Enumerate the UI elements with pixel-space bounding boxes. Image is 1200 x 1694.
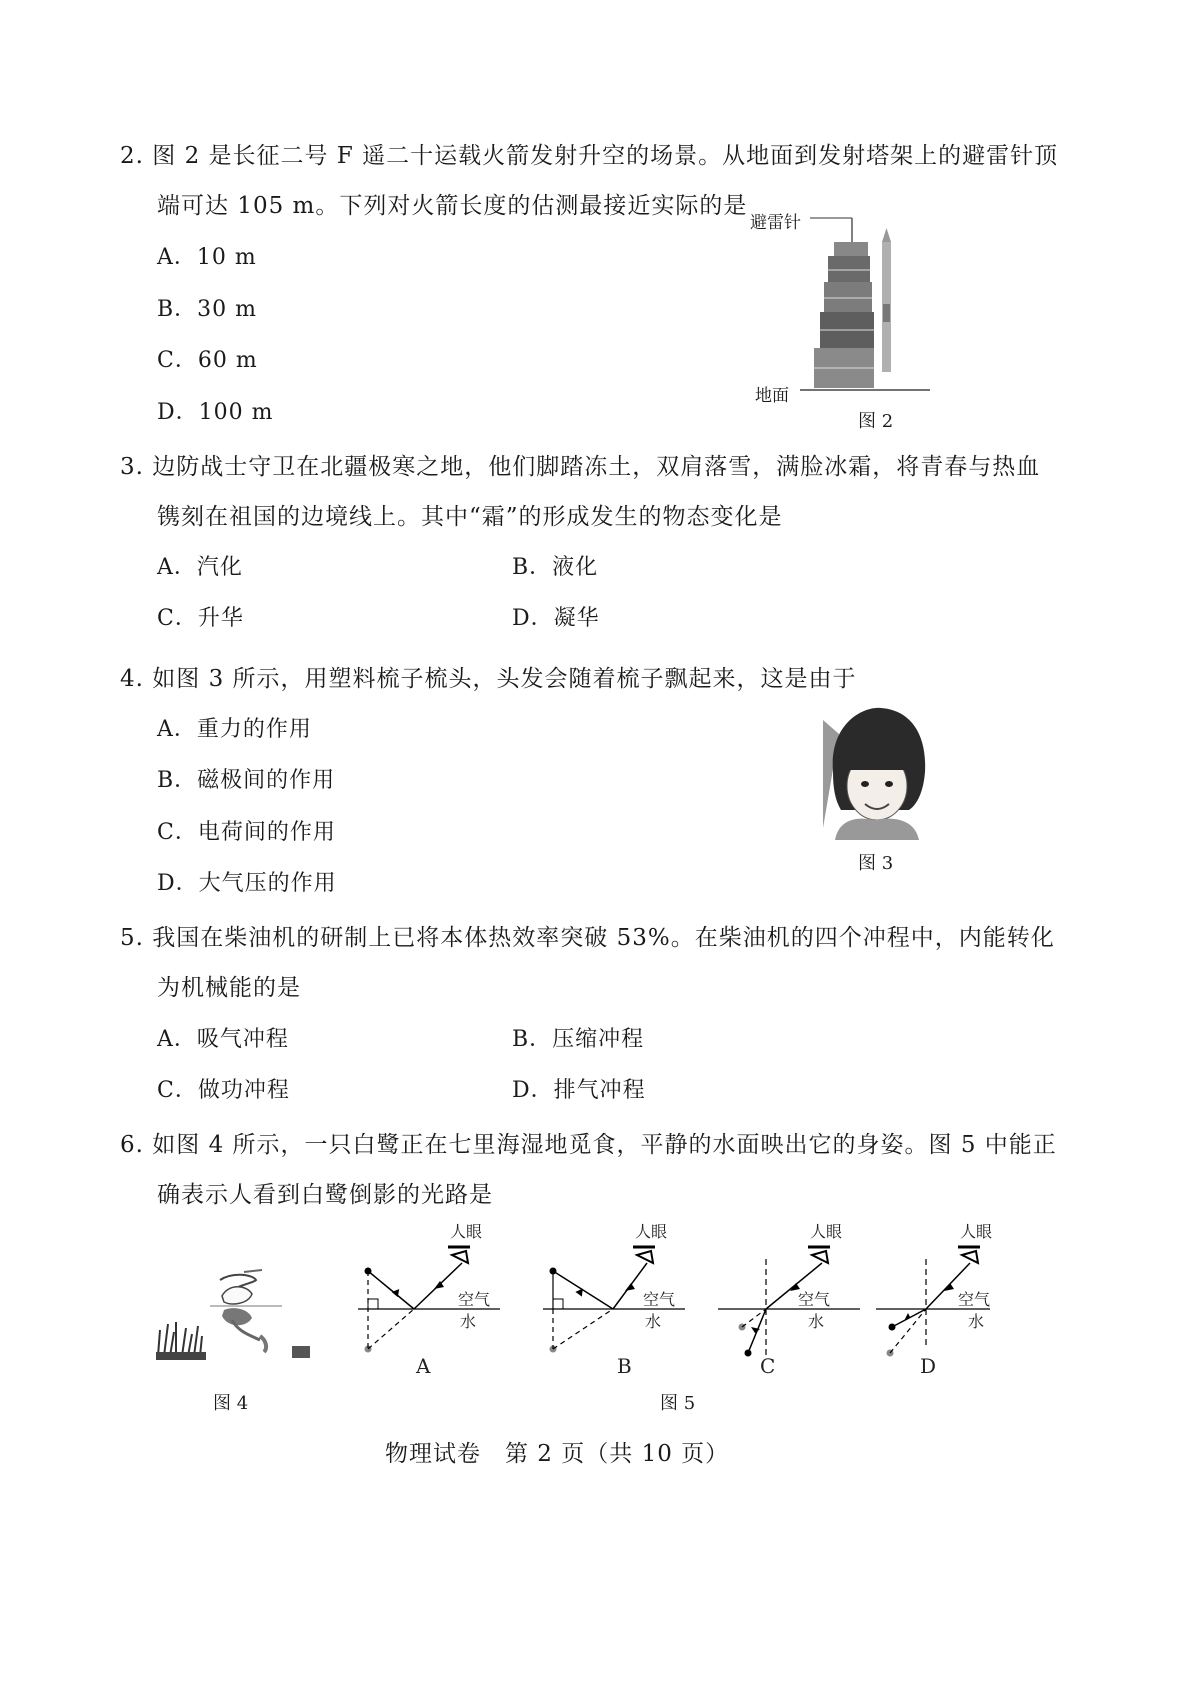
diagram-a [350, 1215, 510, 1395]
diagram-b-incident-ray [553, 1271, 613, 1309]
q2-line1: 2. 图 2 是长征二号 F 遥二十运载火箭发射升空的场景。从地面到发射塔架上的避雷针顶 [120, 143, 1059, 169]
q4-line1: 4. 如图 3 所示，用塑料梳子梳头，头发会随着梳子飘起来，这是由于 [120, 666, 857, 692]
q4-option-d: D．大气压的作用 [157, 871, 337, 896]
diagram-b-eye-icon [637, 1251, 653, 1263]
diagram-d-letter: D [920, 1354, 937, 1378]
diagram-d-air-label: 空气 [958, 1290, 991, 1309]
diagram-a-eye-label: 人眼 [450, 1222, 483, 1241]
diagram-c-air-label: 空气 [798, 1290, 831, 1309]
q5-line1: 5. 我国在柴油机的研制上已将本体热效率突破 53%。在柴油机的四个冲程中，内能转化 [120, 925, 1055, 951]
q2-option-d: D．100 m [157, 400, 274, 425]
diagram-b-water-label: 水 [645, 1312, 662, 1331]
q2-line2: 端可达 105 m。下列对火箭长度的估测最接近实际的是 [157, 193, 748, 219]
diagram-c-water-label: 水 [808, 1312, 825, 1331]
q4-option-a: A．重力的作用 [157, 717, 312, 742]
q2-option-b: B．30 m [157, 297, 258, 322]
diagram-c [710, 1215, 870, 1395]
diagram-a-incident-ray [368, 1271, 414, 1309]
diagram-b-virtual-ray [553, 1309, 613, 1349]
diagram-b-air-label: 空气 [643, 1290, 676, 1309]
q5-option-a: A．吸气冲程 [157, 1027, 289, 1052]
diagram-d-ray-water [892, 1309, 926, 1327]
q5-option-c: C．做功冲程 [157, 1078, 290, 1103]
diagram-c-letter: C [760, 1354, 776, 1378]
q3-option-c: C．升华 [157, 606, 244, 631]
fig2-caption: 图 2 [858, 411, 894, 432]
fig2-top-label: 避雷针 [750, 213, 801, 233]
q4-option-b: B．磁极间的作用 [157, 768, 336, 793]
egret-illustration [152, 1262, 314, 1362]
diagram-c-eye-label: 人眼 [810, 1222, 843, 1241]
diagram-a-virtual-ray [368, 1309, 414, 1349]
diagram-d [870, 1215, 1030, 1395]
q5-option-d: D．排气冲程 [512, 1078, 646, 1103]
diagram-d-eye-label: 人眼 [960, 1222, 993, 1241]
diagram-b-eye-label: 人眼 [635, 1222, 668, 1241]
diagram-a-air-label: 空气 [458, 1290, 491, 1309]
q3-option-d: D．凝华 [512, 606, 600, 631]
q3-option-b: B．液化 [512, 555, 599, 580]
girl-illustration [815, 700, 935, 840]
diagram-b-right-angle-mark [553, 1299, 563, 1309]
q4-option-c: C．电荷间的作用 [157, 820, 336, 845]
diagram-b [535, 1215, 695, 1395]
fig2-bottom-label: 地面 [755, 386, 789, 406]
diagram-a-right-angle-mark [368, 1299, 378, 1309]
diagram-b-letter: B [617, 1354, 632, 1378]
q2-option-c: C．60 m [157, 348, 258, 373]
diagram-a-eye-icon [452, 1251, 468, 1263]
q6-line1: 6. 如图 4 所示，一只白鹭正在七里海湿地觅食，平静的水面映出它的身姿。图 5 中能正 [120, 1132, 1057, 1158]
fig4-caption: 图 4 [213, 1393, 249, 1414]
diagram-d-eye-icon [962, 1251, 978, 1263]
page-footer: 物理试卷 第 2 页（共 10 页） [385, 1441, 730, 1467]
q6-line2: 确表示人看到白鹭倒影的光路是 [157, 1182, 493, 1208]
diagram-a-incident-arrow [392, 1287, 403, 1298]
diagram-b-reflected-arrow [625, 1283, 635, 1291]
q3-option-a: A．汽化 [157, 555, 243, 580]
q2-option-a: A．10 m [157, 245, 257, 270]
q3-line1: 3. 边防战士守卫在北疆极寒之地，他们脚踏冻土，双肩落雪，满脸冰霜，将青春与热血 [120, 454, 1041, 480]
q3-line2: 镌刻在祖国的边境线上。其中“霜”的形成发生的物态变化是 [157, 504, 783, 530]
diagram-d-water-label: 水 [968, 1312, 985, 1331]
fig3-caption: 图 3 [858, 853, 894, 874]
rocket-tower-illustration [800, 212, 940, 402]
diagram-a-water-label: 水 [460, 1312, 477, 1331]
diagram-c-eye-icon [812, 1251, 828, 1263]
diagram-a-letter: A [416, 1354, 431, 1378]
fig5-caption: 图 5 [660, 1393, 696, 1414]
q5-line2: 为机械能的是 [157, 975, 301, 1001]
q5-option-b: B．压缩冲程 [512, 1027, 645, 1052]
